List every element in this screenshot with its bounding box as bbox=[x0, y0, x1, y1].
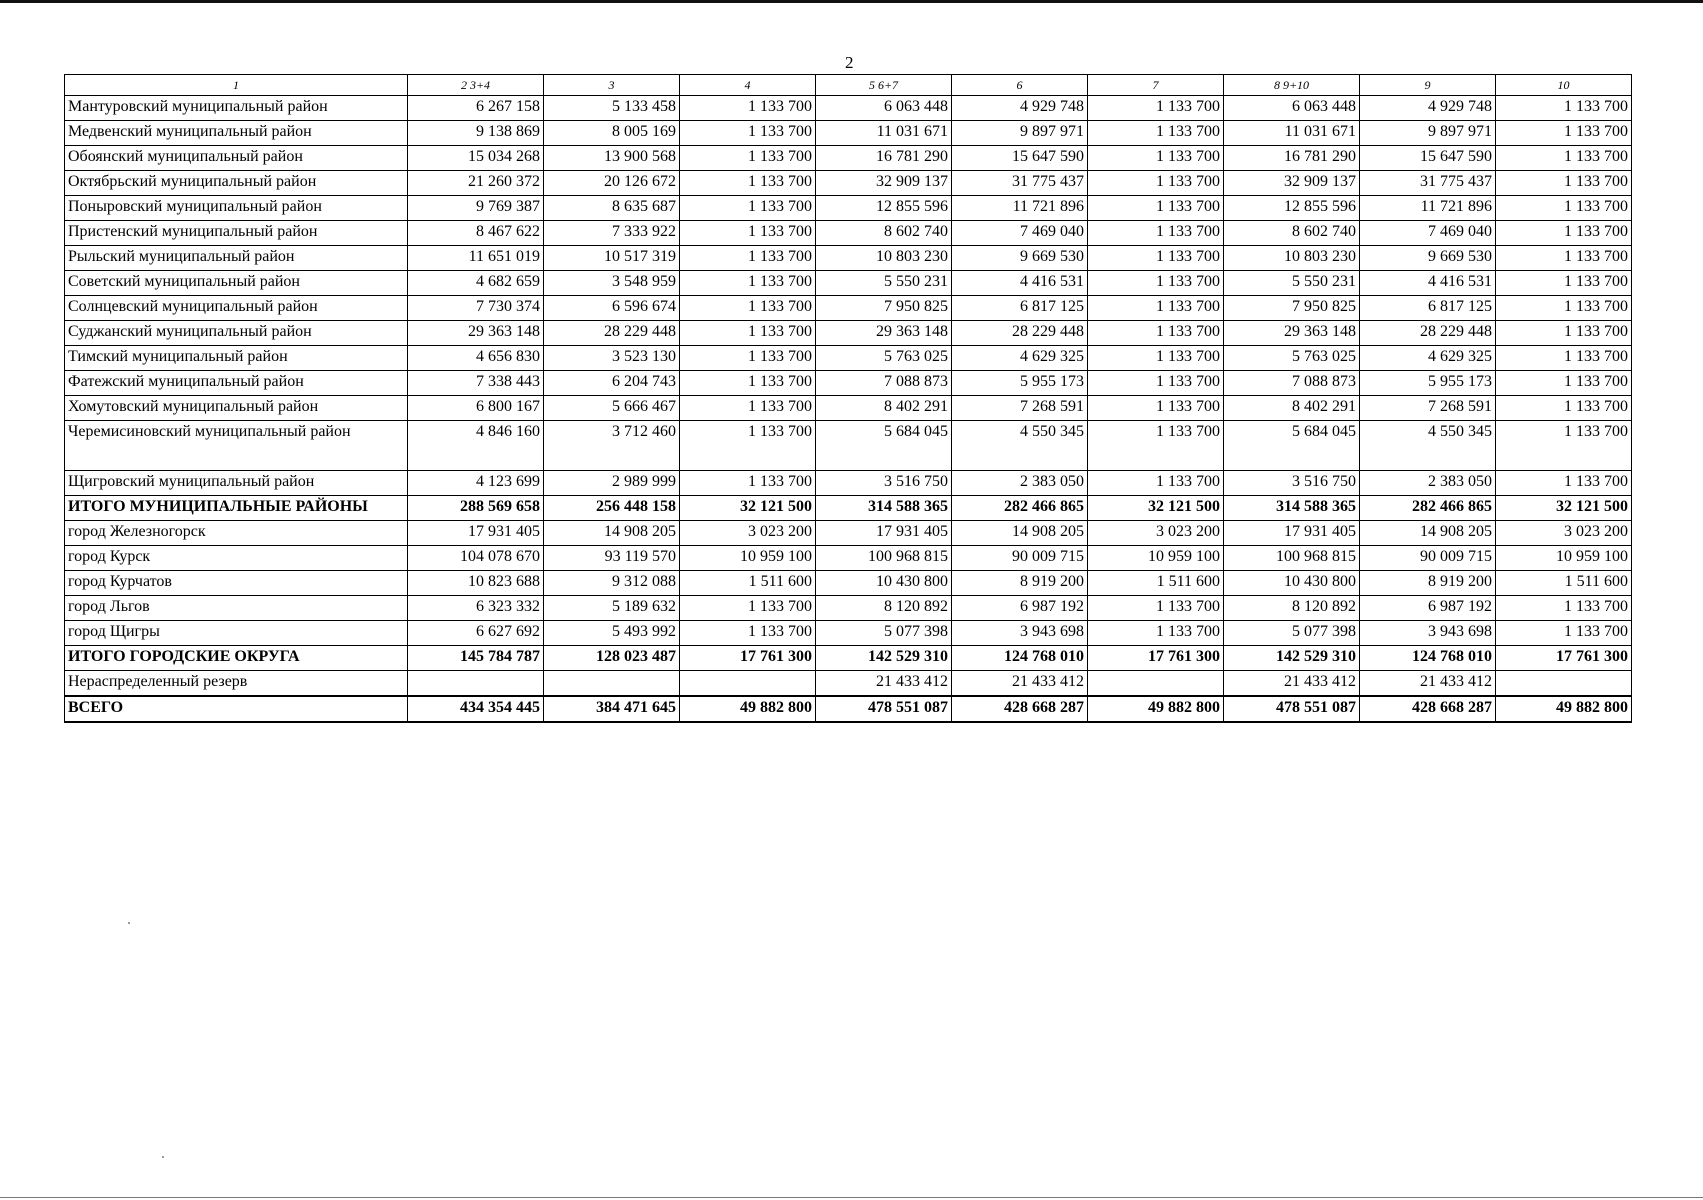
value-cell: 10 959 100 bbox=[680, 546, 816, 571]
value-cell: 1 133 700 bbox=[1088, 396, 1224, 421]
table-row bbox=[65, 371, 1632, 396]
value-cell: 1 133 700 bbox=[680, 596, 816, 621]
row-name-cell: Солнцевский муниципальный район bbox=[65, 296, 408, 321]
value-cell: 1 133 700 bbox=[1088, 146, 1224, 171]
value-cell: 2 383 050 bbox=[952, 471, 1088, 496]
row-name-cell: Хомутовский муниципальный район bbox=[65, 396, 408, 421]
value-cell: 16 781 290 bbox=[1224, 146, 1360, 171]
value-cell: 10 803 230 bbox=[816, 246, 952, 271]
value-cell: 7 333 922 bbox=[544, 221, 680, 246]
value-cell: 8 602 740 bbox=[816, 221, 952, 246]
table-row bbox=[65, 521, 1632, 546]
row-name-cell: Рыльский муниципальный район bbox=[65, 246, 408, 271]
subtotal-row bbox=[65, 496, 1632, 521]
value-cell: 16 781 290 bbox=[816, 146, 952, 171]
table-row bbox=[65, 346, 1632, 371]
value-cell: 9 897 971 bbox=[1360, 121, 1496, 146]
value-cell: 478 551 087 bbox=[1224, 696, 1360, 722]
value-cell: 4 416 531 bbox=[952, 271, 1088, 296]
table-row bbox=[65, 246, 1632, 271]
row-name-cell: Черемисиновский муниципальный район bbox=[65, 421, 408, 471]
value-cell: 7 088 873 bbox=[816, 371, 952, 396]
value-cell: 10 959 100 bbox=[1496, 546, 1632, 571]
grand-total-row bbox=[65, 696, 1632, 722]
row-name-cell: город Щигры bbox=[65, 621, 408, 646]
value-cell: 1 133 700 bbox=[1088, 346, 1224, 371]
value-cell: 10 803 230 bbox=[1224, 246, 1360, 271]
value-cell: 1 133 700 bbox=[680, 471, 816, 496]
value-cell: 4 629 325 bbox=[952, 346, 1088, 371]
column-number: 9 bbox=[1360, 75, 1496, 96]
value-cell: 1 133 700 bbox=[1496, 371, 1632, 396]
value-cell: 1 133 700 bbox=[1496, 321, 1632, 346]
value-cell: 17 931 405 bbox=[816, 521, 952, 546]
table-row bbox=[65, 396, 1632, 421]
value-cell: 21 433 412 bbox=[952, 671, 1088, 697]
value-cell: 6 596 674 bbox=[544, 296, 680, 321]
value-cell: 8 120 892 bbox=[1224, 596, 1360, 621]
table-row bbox=[65, 421, 1632, 471]
value-cell: 5 550 231 bbox=[816, 271, 952, 296]
value-cell: 32 121 500 bbox=[1496, 496, 1632, 521]
value-cell: 1 133 700 bbox=[680, 196, 816, 221]
value-cell: 11 721 896 bbox=[952, 196, 1088, 221]
value-cell: 1 133 700 bbox=[1088, 221, 1224, 246]
value-cell bbox=[1496, 671, 1632, 697]
value-cell: 4 656 830 bbox=[408, 346, 544, 371]
value-cell: 17 931 405 bbox=[1224, 521, 1360, 546]
column-number: 3 bbox=[544, 75, 680, 96]
value-cell: 1 133 700 bbox=[680, 121, 816, 146]
value-cell: 4 682 659 bbox=[408, 271, 544, 296]
value-cell: 21 433 412 bbox=[1360, 671, 1496, 697]
row-name-cell: ИТОГО МУНИЦИПАЛЬНЫЕ РАЙОНЫ bbox=[65, 496, 408, 521]
value-cell: 1 133 700 bbox=[1496, 246, 1632, 271]
value-cell: 4 123 699 bbox=[408, 471, 544, 496]
value-cell: 1 133 700 bbox=[1088, 171, 1224, 196]
value-cell: 7 268 591 bbox=[952, 396, 1088, 421]
value-cell: 29 363 148 bbox=[816, 321, 952, 346]
value-cell: 1 133 700 bbox=[680, 396, 816, 421]
value-cell: 3 943 698 bbox=[1360, 621, 1496, 646]
value-cell: 8 602 740 bbox=[1224, 221, 1360, 246]
scan-bottom-border bbox=[0, 1197, 1703, 1198]
row-name-cell: Фатежский муниципальный район bbox=[65, 371, 408, 396]
value-cell: 5 684 045 bbox=[816, 421, 952, 471]
value-cell: 5 550 231 bbox=[1224, 271, 1360, 296]
value-cell: 1 133 700 bbox=[1496, 96, 1632, 121]
value-cell: 5 955 173 bbox=[952, 371, 1088, 396]
value-cell: 5 077 398 bbox=[1224, 621, 1360, 646]
value-cell: 7 950 825 bbox=[816, 296, 952, 321]
value-cell: 1 133 700 bbox=[680, 271, 816, 296]
table-row bbox=[65, 221, 1632, 246]
value-cell: 14 908 205 bbox=[544, 521, 680, 546]
value-cell: 9 669 530 bbox=[952, 246, 1088, 271]
value-cell: 256 448 158 bbox=[544, 496, 680, 521]
value-cell: 17 761 300 bbox=[1088, 646, 1224, 671]
column-number-row bbox=[65, 75, 1632, 96]
value-cell: 1 133 700 bbox=[680, 221, 816, 246]
value-cell: 93 119 570 bbox=[544, 546, 680, 571]
table-row bbox=[65, 471, 1632, 496]
value-cell: 31 775 437 bbox=[952, 171, 1088, 196]
value-cell: 6 817 125 bbox=[952, 296, 1088, 321]
value-cell: 4 416 531 bbox=[1360, 271, 1496, 296]
value-cell: 6 204 743 bbox=[544, 371, 680, 396]
value-cell: 1 133 700 bbox=[1088, 96, 1224, 121]
row-name-cell: город Железногорск bbox=[65, 521, 408, 546]
value-cell: 7 088 873 bbox=[1224, 371, 1360, 396]
value-cell: 6 987 192 bbox=[1360, 596, 1496, 621]
row-name-cell: Советский муниципальный район bbox=[65, 271, 408, 296]
value-cell: 3 712 460 bbox=[544, 421, 680, 471]
column-number: 6 bbox=[952, 75, 1088, 96]
value-cell bbox=[408, 671, 544, 697]
value-cell: 6 267 158 bbox=[408, 96, 544, 121]
value-cell bbox=[544, 671, 680, 697]
value-cell: 1 133 700 bbox=[1088, 621, 1224, 646]
value-cell: 21 260 372 bbox=[408, 171, 544, 196]
value-cell: 428 668 287 bbox=[952, 696, 1088, 722]
row-name-cell: город Льгов bbox=[65, 596, 408, 621]
table-row bbox=[65, 296, 1632, 321]
value-cell: 9 138 869 bbox=[408, 121, 544, 146]
table-row bbox=[65, 196, 1632, 221]
row-name-cell: Нераспределенный резерв bbox=[65, 671, 408, 697]
value-cell: 5 684 045 bbox=[1224, 421, 1360, 471]
value-cell bbox=[680, 671, 816, 697]
table-row bbox=[65, 146, 1632, 171]
row-name-cell: Тимский муниципальный район bbox=[65, 346, 408, 371]
value-cell: 288 569 658 bbox=[408, 496, 544, 521]
value-cell: 13 900 568 bbox=[544, 146, 680, 171]
value-cell: 8 402 291 bbox=[816, 396, 952, 421]
row-name-cell: Октябрьский муниципальный район bbox=[65, 171, 408, 196]
value-cell: 1 133 700 bbox=[1496, 346, 1632, 371]
scan-top-border bbox=[0, 0, 1703, 3]
value-cell: 28 229 448 bbox=[1360, 321, 1496, 346]
row-name-cell: Суджанский муниципальный район bbox=[65, 321, 408, 346]
value-cell: 7 730 374 bbox=[408, 296, 544, 321]
value-cell: 10 517 319 bbox=[544, 246, 680, 271]
value-cell: 1 133 700 bbox=[680, 321, 816, 346]
row-name-cell: Щигровский муниципальный район bbox=[65, 471, 408, 496]
scan-speck bbox=[128, 922, 130, 924]
table-row bbox=[65, 621, 1632, 646]
value-cell: 9 669 530 bbox=[1360, 246, 1496, 271]
value-cell: 5 955 173 bbox=[1360, 371, 1496, 396]
value-cell: 100 968 815 bbox=[1224, 546, 1360, 571]
value-cell: 1 133 700 bbox=[680, 621, 816, 646]
value-cell: 9 897 971 bbox=[952, 121, 1088, 146]
value-cell: 8 919 200 bbox=[952, 571, 1088, 596]
value-cell: 3 023 200 bbox=[680, 521, 816, 546]
table-row bbox=[65, 121, 1632, 146]
value-cell: 1 133 700 bbox=[680, 96, 816, 121]
value-cell: 1 133 700 bbox=[680, 296, 816, 321]
row-name-cell: ИТОГО ГОРОДСКИЕ ОКРУГА bbox=[65, 646, 408, 671]
value-cell: 1 133 700 bbox=[1496, 221, 1632, 246]
value-cell: 12 855 596 bbox=[816, 196, 952, 221]
value-cell: 3 023 200 bbox=[1496, 521, 1632, 546]
table-row bbox=[65, 571, 1632, 596]
value-cell: 2 989 999 bbox=[544, 471, 680, 496]
budget-allocation-table bbox=[64, 74, 1632, 723]
value-cell: 5 493 992 bbox=[544, 621, 680, 646]
value-cell: 478 551 087 bbox=[816, 696, 952, 722]
table-row bbox=[65, 96, 1632, 121]
value-cell: 11 031 671 bbox=[1224, 121, 1360, 146]
value-cell: 3 523 130 bbox=[544, 346, 680, 371]
row-name-cell: город Курск bbox=[65, 546, 408, 571]
value-cell: 142 529 310 bbox=[816, 646, 952, 671]
value-cell: 1 133 700 bbox=[1496, 296, 1632, 321]
value-cell: 90 009 715 bbox=[1360, 546, 1496, 571]
value-cell: 32 909 137 bbox=[816, 171, 952, 196]
value-cell: 7 268 591 bbox=[1360, 396, 1496, 421]
value-cell: 8 402 291 bbox=[1224, 396, 1360, 421]
value-cell: 282 466 865 bbox=[1360, 496, 1496, 521]
value-cell: 1 133 700 bbox=[1088, 271, 1224, 296]
scan-speck bbox=[162, 1156, 164, 1158]
value-cell: 5 763 025 bbox=[1224, 346, 1360, 371]
value-cell: 17 931 405 bbox=[408, 521, 544, 546]
value-cell: 6 323 332 bbox=[408, 596, 544, 621]
value-cell: 49 882 800 bbox=[1496, 696, 1632, 722]
value-cell: 4 846 160 bbox=[408, 421, 544, 471]
value-cell: 1 133 700 bbox=[680, 146, 816, 171]
value-cell: 8 919 200 bbox=[1360, 571, 1496, 596]
value-cell bbox=[1088, 671, 1224, 697]
value-cell: 9 769 387 bbox=[408, 196, 544, 221]
table-row bbox=[65, 271, 1632, 296]
value-cell: 8 467 622 bbox=[408, 221, 544, 246]
value-cell: 6 063 448 bbox=[816, 96, 952, 121]
column-number: 5 6+7 bbox=[816, 75, 952, 96]
row-name-cell: город Курчатов bbox=[65, 571, 408, 596]
value-cell: 4 929 748 bbox=[952, 96, 1088, 121]
value-cell: 1 511 600 bbox=[1088, 571, 1224, 596]
row-name-cell: ВСЕГО bbox=[65, 696, 408, 722]
value-cell: 4 629 325 bbox=[1360, 346, 1496, 371]
page-number: 2 bbox=[845, 53, 854, 72]
row-name-cell: Обоянский муниципальный район bbox=[65, 146, 408, 171]
value-cell: 6 987 192 bbox=[952, 596, 1088, 621]
value-cell: 282 466 865 bbox=[952, 496, 1088, 521]
value-cell: 6 627 692 bbox=[408, 621, 544, 646]
value-cell: 32 909 137 bbox=[1224, 171, 1360, 196]
value-cell: 8 635 687 bbox=[544, 196, 680, 221]
value-cell: 5 133 458 bbox=[544, 96, 680, 121]
value-cell: 4 929 748 bbox=[1360, 96, 1496, 121]
column-number: 4 bbox=[680, 75, 816, 96]
value-cell: 11 651 019 bbox=[408, 246, 544, 271]
value-cell: 1 133 700 bbox=[1088, 596, 1224, 621]
value-cell: 15 647 590 bbox=[952, 146, 1088, 171]
value-cell: 1 133 700 bbox=[1496, 121, 1632, 146]
value-cell: 5 189 632 bbox=[544, 596, 680, 621]
value-cell: 17 761 300 bbox=[680, 646, 816, 671]
value-cell: 12 855 596 bbox=[1224, 196, 1360, 221]
value-cell: 7 469 040 bbox=[1360, 221, 1496, 246]
value-cell: 2 383 050 bbox=[1360, 471, 1496, 496]
value-cell: 314 588 365 bbox=[816, 496, 952, 521]
column-number: 2 3+4 bbox=[408, 75, 544, 96]
value-cell: 10 430 800 bbox=[1224, 571, 1360, 596]
value-cell: 1 511 600 bbox=[1496, 571, 1632, 596]
value-cell: 1 133 700 bbox=[1496, 196, 1632, 221]
column-number: 7 bbox=[1088, 75, 1224, 96]
value-cell: 1 133 700 bbox=[1088, 371, 1224, 396]
value-cell: 1 511 600 bbox=[680, 571, 816, 596]
value-cell: 1 133 700 bbox=[1088, 196, 1224, 221]
value-cell: 32 121 500 bbox=[1088, 496, 1224, 521]
value-cell: 49 882 800 bbox=[1088, 696, 1224, 722]
value-cell: 1 133 700 bbox=[1496, 621, 1632, 646]
value-cell: 20 126 672 bbox=[544, 171, 680, 196]
value-cell: 314 588 365 bbox=[1224, 496, 1360, 521]
value-cell: 31 775 437 bbox=[1360, 171, 1496, 196]
value-cell: 14 908 205 bbox=[952, 521, 1088, 546]
table-row bbox=[65, 171, 1632, 196]
value-cell: 32 121 500 bbox=[680, 496, 816, 521]
value-cell: 14 908 205 bbox=[1360, 521, 1496, 546]
value-cell: 17 761 300 bbox=[1496, 646, 1632, 671]
value-cell: 7 469 040 bbox=[952, 221, 1088, 246]
value-cell: 1 133 700 bbox=[1088, 121, 1224, 146]
value-cell: 49 882 800 bbox=[680, 696, 816, 722]
value-cell: 1 133 700 bbox=[680, 346, 816, 371]
value-cell: 1 133 700 bbox=[1088, 321, 1224, 346]
value-cell: 28 229 448 bbox=[544, 321, 680, 346]
value-cell: 1 133 700 bbox=[1088, 471, 1224, 496]
value-cell: 1 133 700 bbox=[1496, 421, 1632, 471]
value-cell: 7 950 825 bbox=[1224, 296, 1360, 321]
value-cell: 3 548 959 bbox=[544, 271, 680, 296]
value-cell: 4 550 345 bbox=[952, 421, 1088, 471]
value-cell: 428 668 287 bbox=[1360, 696, 1496, 722]
value-cell: 21 433 412 bbox=[1224, 671, 1360, 697]
value-cell: 124 768 010 bbox=[1360, 646, 1496, 671]
value-cell: 21 433 412 bbox=[816, 671, 952, 697]
value-cell: 1 133 700 bbox=[1496, 271, 1632, 296]
column-number: 8 9+10 bbox=[1224, 75, 1360, 96]
value-cell: 90 009 715 bbox=[952, 546, 1088, 571]
column-number: 10 bbox=[1496, 75, 1632, 96]
value-cell: 9 312 088 bbox=[544, 571, 680, 596]
table-row bbox=[65, 546, 1632, 571]
value-cell: 145 784 787 bbox=[408, 646, 544, 671]
value-cell: 29 363 148 bbox=[408, 321, 544, 346]
value-cell: 5 763 025 bbox=[816, 346, 952, 371]
value-cell: 3 516 750 bbox=[816, 471, 952, 496]
value-cell: 15 034 268 bbox=[408, 146, 544, 171]
value-cell: 5 666 467 bbox=[544, 396, 680, 421]
value-cell: 28 229 448 bbox=[952, 321, 1088, 346]
row-name-cell: Мантуровский муниципальный район bbox=[65, 96, 408, 121]
value-cell: 1 133 700 bbox=[680, 371, 816, 396]
value-cell: 6 817 125 bbox=[1360, 296, 1496, 321]
table-row bbox=[65, 596, 1632, 621]
row-name-cell: Медвенский муниципальный район bbox=[65, 121, 408, 146]
row-name-cell: Поныровский муниципальный район bbox=[65, 196, 408, 221]
value-cell: 104 078 670 bbox=[408, 546, 544, 571]
value-cell: 11 031 671 bbox=[816, 121, 952, 146]
table-row bbox=[65, 321, 1632, 346]
value-cell: 5 077 398 bbox=[816, 621, 952, 646]
value-cell: 3 516 750 bbox=[1224, 471, 1360, 496]
value-cell: 15 647 590 bbox=[1360, 146, 1496, 171]
value-cell: 1 133 700 bbox=[1496, 471, 1632, 496]
value-cell: 7 338 443 bbox=[408, 371, 544, 396]
value-cell: 1 133 700 bbox=[1088, 246, 1224, 271]
value-cell: 29 363 148 bbox=[1224, 321, 1360, 346]
value-cell: 1 133 700 bbox=[1496, 146, 1632, 171]
value-cell: 6 063 448 bbox=[1224, 96, 1360, 121]
value-cell: 3 023 200 bbox=[1088, 521, 1224, 546]
value-cell: 1 133 700 bbox=[680, 246, 816, 271]
table-row bbox=[65, 671, 1632, 697]
row-name-cell: Пристенский муниципальный район bbox=[65, 221, 408, 246]
value-cell: 384 471 645 bbox=[544, 696, 680, 722]
value-cell: 10 430 800 bbox=[816, 571, 952, 596]
value-cell: 100 968 815 bbox=[816, 546, 952, 571]
value-cell: 8 005 169 bbox=[544, 121, 680, 146]
value-cell: 1 133 700 bbox=[680, 171, 816, 196]
value-cell: 10 823 688 bbox=[408, 571, 544, 596]
value-cell: 4 550 345 bbox=[1360, 421, 1496, 471]
subtotal-row bbox=[65, 646, 1632, 671]
column-number: 1 bbox=[65, 75, 408, 96]
value-cell: 1 133 700 bbox=[1088, 296, 1224, 321]
value-cell: 11 721 896 bbox=[1360, 196, 1496, 221]
value-cell: 142 529 310 bbox=[1224, 646, 1360, 671]
value-cell: 3 943 698 bbox=[952, 621, 1088, 646]
value-cell: 10 959 100 bbox=[1088, 546, 1224, 571]
value-cell: 128 023 487 bbox=[544, 646, 680, 671]
value-cell: 1 133 700 bbox=[1088, 421, 1224, 471]
value-cell: 1 133 700 bbox=[1496, 396, 1632, 421]
value-cell: 124 768 010 bbox=[952, 646, 1088, 671]
value-cell: 6 800 167 bbox=[408, 396, 544, 421]
value-cell: 1 133 700 bbox=[1496, 596, 1632, 621]
value-cell: 434 354 445 bbox=[408, 696, 544, 722]
value-cell: 1 133 700 bbox=[680, 421, 816, 471]
value-cell: 1 133 700 bbox=[1496, 171, 1632, 196]
value-cell: 8 120 892 bbox=[816, 596, 952, 621]
